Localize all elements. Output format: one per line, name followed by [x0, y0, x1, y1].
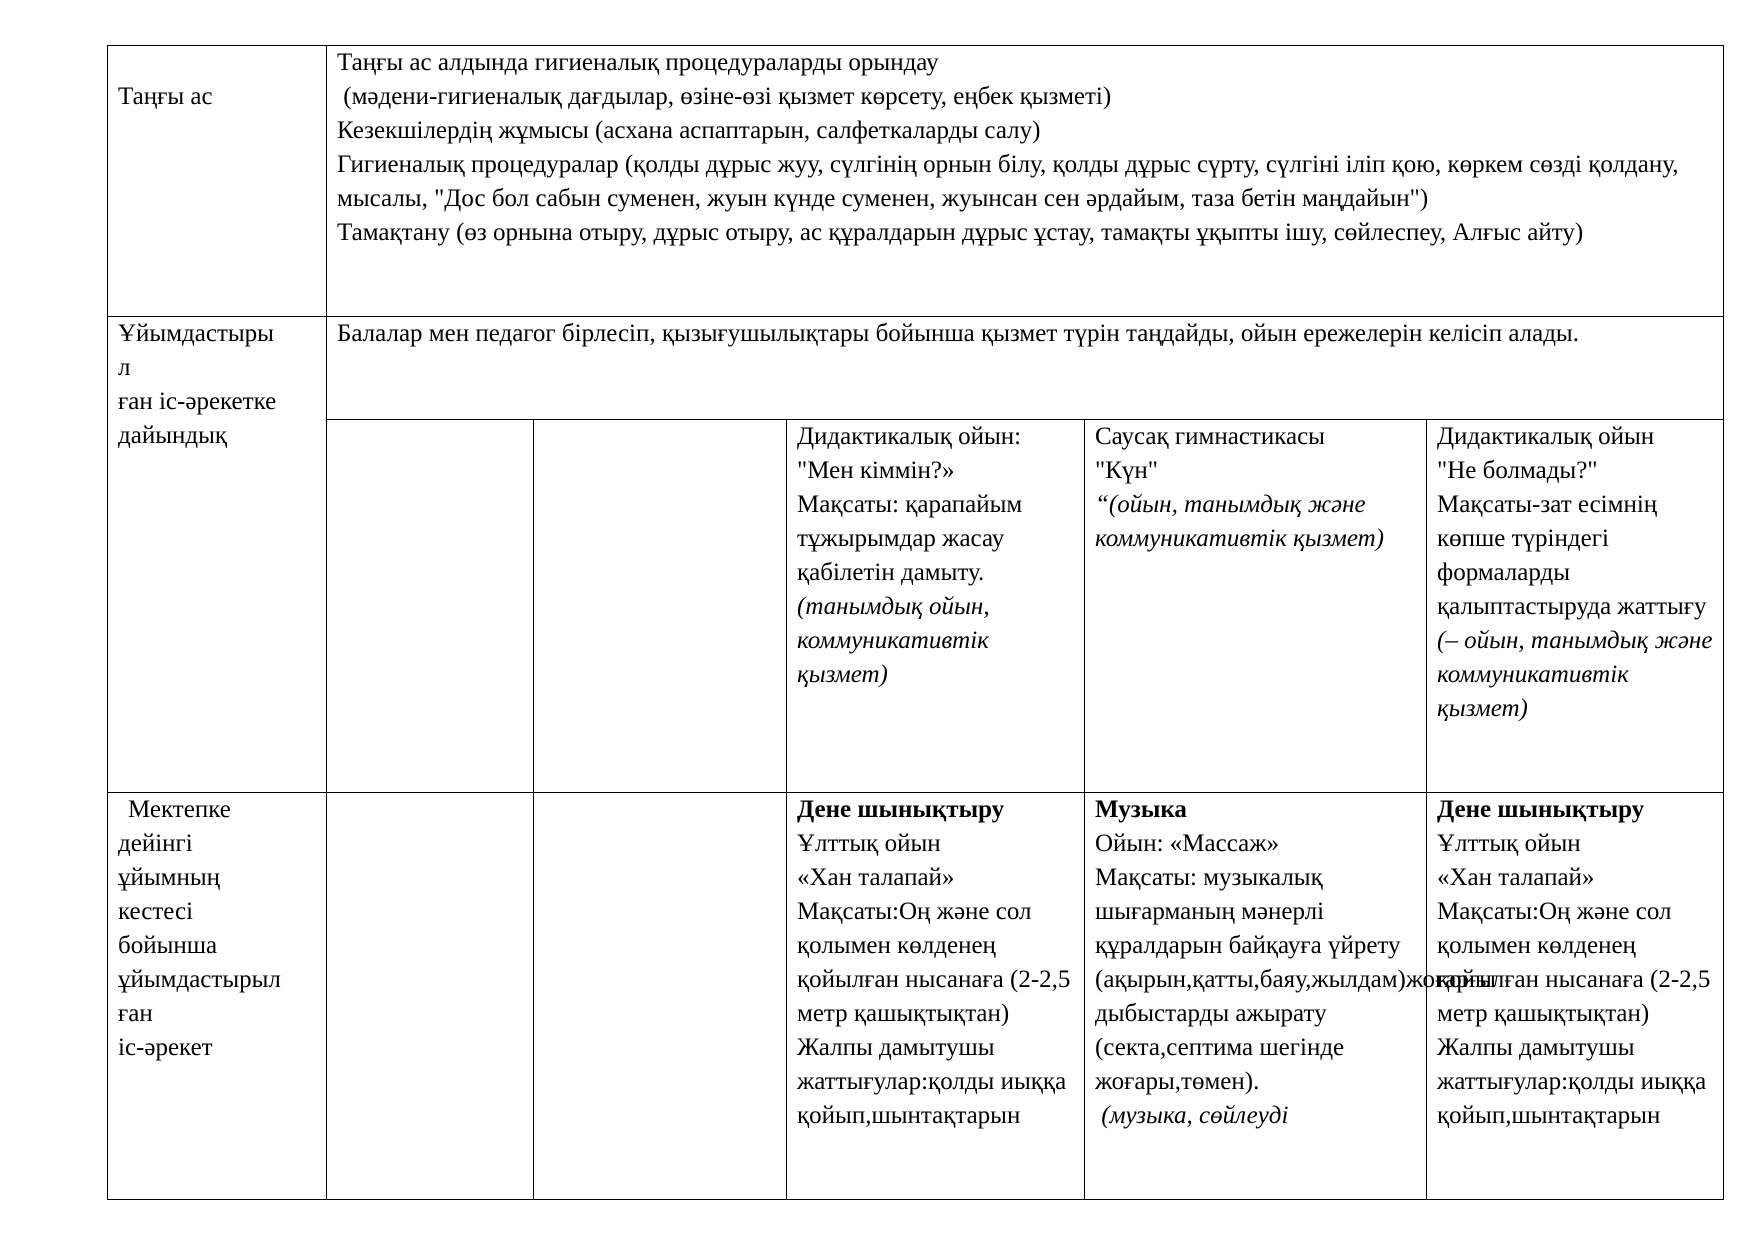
scheduled-label-cell — [108, 793, 327, 1200]
scheduled-activity-5 — [1427, 793, 1724, 1200]
scheduled-label-line-2: дейінгі — [118, 830, 193, 857]
prep-col3-line-3: Мақсаты: қарапайым тұжырымдар жасау қабілетін дамыту. — [797, 491, 1023, 586]
sched-col3-line-2: «Хан талапай» — [797, 864, 955, 891]
breakfast-label-cell — [108, 46, 327, 317]
sched-col5-line-3: Мақсаты:Оң және сол қолымен көлденең қойылған нысанаға (2-2,5 метр қашықтықтан) — [1437, 898, 1711, 1027]
sched-col5-title: Дене шынықтыру — [1437, 796, 1645, 823]
sched-col3-line-4: Жалпы дамытушы жаттығулар:қолды иыққа қойып,шынтақтарын — [797, 1034, 1067, 1129]
sched-col3-line-3: Мақсаты:Оң және сол қолымен көлденең қойылған нысанаға (2-2,5 метр қашықтықтан) — [797, 898, 1071, 1027]
preparation-row-activities — [108, 420, 1724, 793]
breakfast-line-3: Кезекшілердің жұмысы (асхана аспаптарын, салфеткаларды салу) — [337, 117, 1041, 144]
preparation-label-line-3: ған іс-әрекетке — [118, 388, 277, 415]
preparation-empty-cell-1 — [327, 420, 534, 793]
prep-col5-note: (– ойын, танымдық және коммуникативтік қызмет) — [1437, 627, 1713, 722]
preparation-label-cell — [108, 317, 327, 793]
breakfast-line-5: Тамақтану (өз орнына отыру, дұрыс отыру, ас құралдарын дұрыс ұстау, тамақты ұқыпты ішу, сөйлеспеу, Алғыс айту) — [337, 219, 1584, 246]
scheduled-row — [108, 793, 1724, 1200]
prep-col4-line-2: "Күн" — [1095, 457, 1158, 484]
schedule-table — [107, 45, 1724, 1200]
preparation-row-top — [108, 317, 1724, 420]
prep-col5-line-2: "Не болмады?" — [1437, 457, 1598, 484]
scheduled-label-line-3: ұйымның — [118, 864, 221, 891]
prep-col3-line-2: "Мен кіммін?» — [797, 457, 955, 484]
scheduled-label-line-8: іс-әрекет — [118, 1034, 213, 1061]
prep-col4-line-1: Саусақ гимнастикасы — [1095, 423, 1325, 450]
breakfast-content-cell — [327, 46, 1724, 317]
preparation-label-line-4: дайындық — [118, 422, 228, 449]
breakfast-line-4: Гигиеналық процедуралар (қолды дұрыс жуу, сүлгінің орнын білу, қолды дұрыс сүрту, сүлгіні іліп қою, көркем сөзді қолдану, мысалы, "Дос бол сабын суменен, жуын күнде суменен, жуынсан сен әрдайым, таза бетін маңдайын") — [337, 151, 1679, 212]
prep-col3-note: (танымдық ойын, коммуникативтік қызмет) — [797, 593, 990, 688]
scheduled-label-line-7: ған — [118, 1000, 153, 1027]
preparation-activity-3 — [787, 420, 1085, 793]
preparation-empty-cell-2 — [534, 420, 787, 793]
preparation-activity-5 — [1427, 420, 1724, 793]
scheduled-label-line-1: Мектепке — [128, 796, 231, 823]
preparation-activity-4 — [1085, 420, 1427, 793]
breakfast-row — [108, 46, 1724, 317]
prep-col3-line-1: Дидактикалық ойын: — [797, 423, 1022, 450]
preparation-label-line-1: Ұйымдастыры — [118, 320, 274, 347]
sched-col3-line-1: Ұлттық ойын — [797, 830, 941, 857]
sched-col4-line-2: Мақсаты: музыкалық шығарманың мәнерлі құралдарын байқауға үйрету (ақырын,қатты,баяу,жылдам)жоғарғы дыбыстарды ажырату (секта,септима шегінде жоғары,төмен). — [1095, 864, 1496, 1095]
breakfast-label: Таңғы ас — [118, 83, 213, 110]
prep-col5-line-1: Дидактикалық ойын — [1437, 423, 1655, 450]
breakfast-line-2: (мәдени-гигиеналық дағдылар, өзіне-өзі қызмет көрсету, еңбек қызметі) — [337, 83, 1112, 110]
sched-col3-title: Дене шынықтыру — [797, 796, 1005, 823]
scheduled-label-line-4: кестесі — [118, 898, 194, 925]
scheduled-empty-cell-2 — [534, 793, 787, 1200]
preparation-text: Балалар мен педагог бірлесіп, қызығушылықтары бойынша қызмет түрін таңдайды, ойын ережелерін келісіп алады. — [337, 320, 1579, 347]
scheduled-empty-cell-1 — [327, 793, 534, 1200]
scheduled-label-line-6: ұйымдастырыл — [118, 966, 281, 993]
scheduled-activity-3 — [787, 793, 1085, 1200]
sched-col5-line-2: «Хан талапай» — [1437, 864, 1595, 891]
sched-col4-line-1: Ойын: «Массаж» — [1095, 830, 1279, 857]
sched-col4-title: Музыка — [1095, 796, 1187, 823]
preparation-label-line-2: л — [118, 354, 131, 381]
preparation-text-cell — [327, 317, 1724, 420]
scheduled-label-line-5: бойынша — [118, 932, 218, 959]
prep-col4-note: “(ойын, танымдық және коммуникативтік қызмет) — [1095, 491, 1384, 552]
prep-col5-line-3: Мақсаты-зат есімнің көпше түріндегі формаларды қалыптастыруда жаттығу — [1437, 491, 1707, 620]
sched-col4-note: (музыка, сөйлеуді — [1095, 1102, 1289, 1129]
scheduled-activity-4 — [1085, 793, 1496, 1200]
breakfast-line-1: Таңғы ас алдында гигиеналық процедураларды орындау — [337, 49, 939, 76]
sched-col5-line-4: Жалпы дамытушы жаттығулар:қолды иыққа қойып,шынтақтарын — [1437, 1034, 1707, 1129]
sched-col5-line-1: Ұлттық ойын — [1437, 830, 1581, 857]
